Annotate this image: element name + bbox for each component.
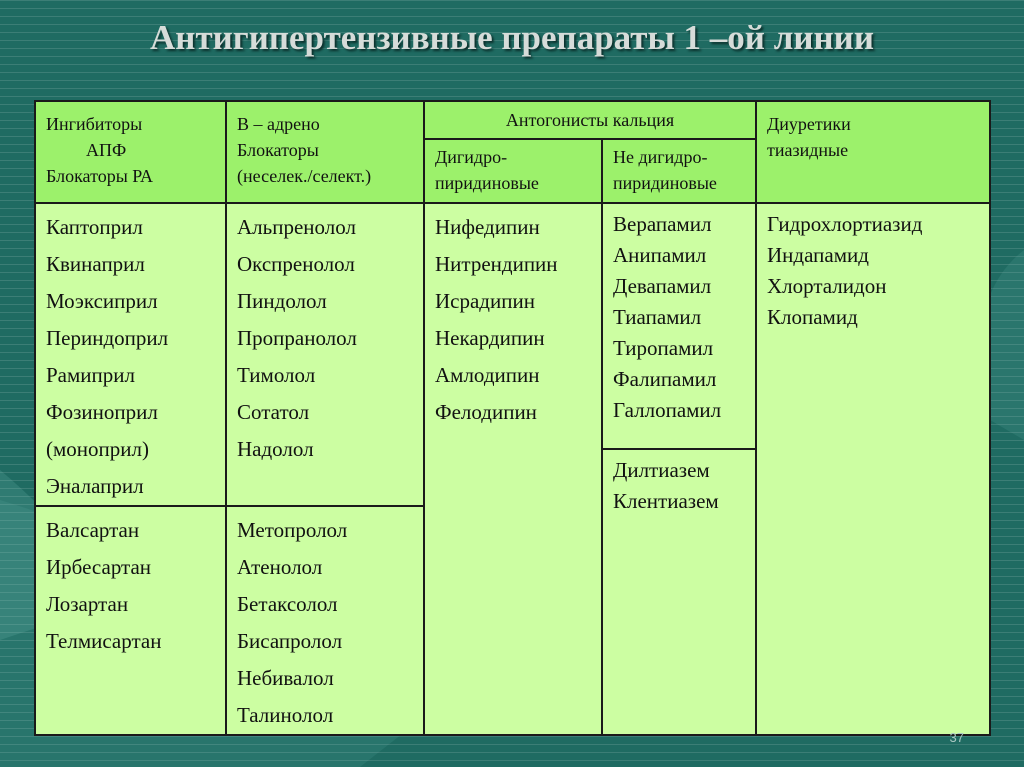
- list-item: Пропранолол: [237, 326, 357, 350]
- list-item: Фозиноприл: [46, 400, 158, 424]
- list-item: Каптоприл: [46, 215, 143, 239]
- header-beta-blockers: В – адрено Блокаторы (неселек./селект.): [226, 101, 424, 203]
- arb-cell: [35, 506, 226, 735]
- list-item: Верапамил: [613, 212, 712, 236]
- list-item: Клентиазем: [613, 489, 719, 513]
- page-number: 37: [949, 730, 964, 745]
- drug-classification-table: [34, 100, 991, 736]
- benzothiazepines-cell: [602, 449, 756, 735]
- list-item: Хлорталидон: [767, 274, 887, 298]
- ace-inhibitors-cell: [35, 203, 226, 506]
- list-item: Телмисартан: [46, 629, 162, 653]
- beta-selective-cell: [226, 506, 424, 735]
- list-item: Клопамид: [767, 305, 858, 329]
- header-thiazide-diuretics: Диуретики тиазидные: [756, 101, 990, 203]
- list-item: Бисапролол: [237, 629, 343, 653]
- list-item: Тиапамил: [613, 305, 702, 329]
- header-non-dihydropyridines: Не дигидро- пиридиновые: [602, 139, 756, 203]
- list-item: Фелодипин: [435, 400, 537, 424]
- dihydropyridines-cell: [424, 203, 602, 735]
- slide-title: Антигипертензивные препараты 1 –ой линии: [150, 18, 874, 57]
- list-item: Тимолол: [237, 363, 316, 387]
- header-ace-inhibitors: Ингибиторы АПФ Блокаторы РА: [35, 101, 226, 203]
- list-item: Периндоприл: [46, 326, 169, 350]
- beta-nonselective-cell: [226, 203, 424, 506]
- list-item: Тиропамил: [613, 336, 714, 360]
- list-item: Рамиприл: [46, 363, 135, 387]
- list-item: Девапамил: [613, 274, 712, 298]
- list-item: Дилтиазем: [613, 458, 710, 482]
- list-item: Гидрохлортиазид: [767, 212, 923, 236]
- list-item: Моэксиприл: [46, 289, 158, 313]
- list-item: Сотатол: [237, 400, 310, 424]
- list-item: Эналаприл: [46, 474, 144, 498]
- list-item: Квинаприл: [46, 252, 145, 276]
- list-item: Некардипин: [435, 326, 545, 350]
- list-item: (моноприл): [46, 437, 149, 461]
- list-item: Надолол: [237, 437, 314, 461]
- header-calcium-antagonists: Антогонисты кальция: [424, 101, 756, 139]
- list-item: Бетаксолол: [237, 592, 338, 616]
- list-item: Фалипамил: [613, 367, 717, 391]
- list-item: Лозартан: [46, 592, 129, 616]
- list-item: Альпренолол: [237, 215, 356, 239]
- list-item: Исрадипин: [435, 289, 535, 313]
- list-item: Индапамид: [767, 243, 869, 267]
- list-item: Талинолол: [237, 703, 334, 727]
- list-item: Окспренолол: [237, 252, 355, 276]
- list-item: Галлопамил: [613, 398, 722, 422]
- list-item: Валсартан: [46, 518, 140, 542]
- thiazide-diuretics-cell: [756, 203, 990, 735]
- list-item: Нитрендипин: [435, 252, 558, 276]
- list-item: Амлодипин: [435, 363, 540, 387]
- list-item: Метопролол: [237, 518, 348, 542]
- list-item: Небивалол: [237, 666, 334, 690]
- list-item: Пиндолол: [237, 289, 327, 313]
- phenylalkylamines-cell: [602, 203, 756, 449]
- header-dihydropyridines: Дигидро- пиридиновые: [424, 139, 602, 203]
- list-item: Анипамил: [613, 243, 707, 267]
- list-item: Ирбесартан: [46, 555, 152, 579]
- list-item: Нифедипин: [435, 215, 540, 239]
- list-item: Атенолол: [237, 555, 323, 579]
